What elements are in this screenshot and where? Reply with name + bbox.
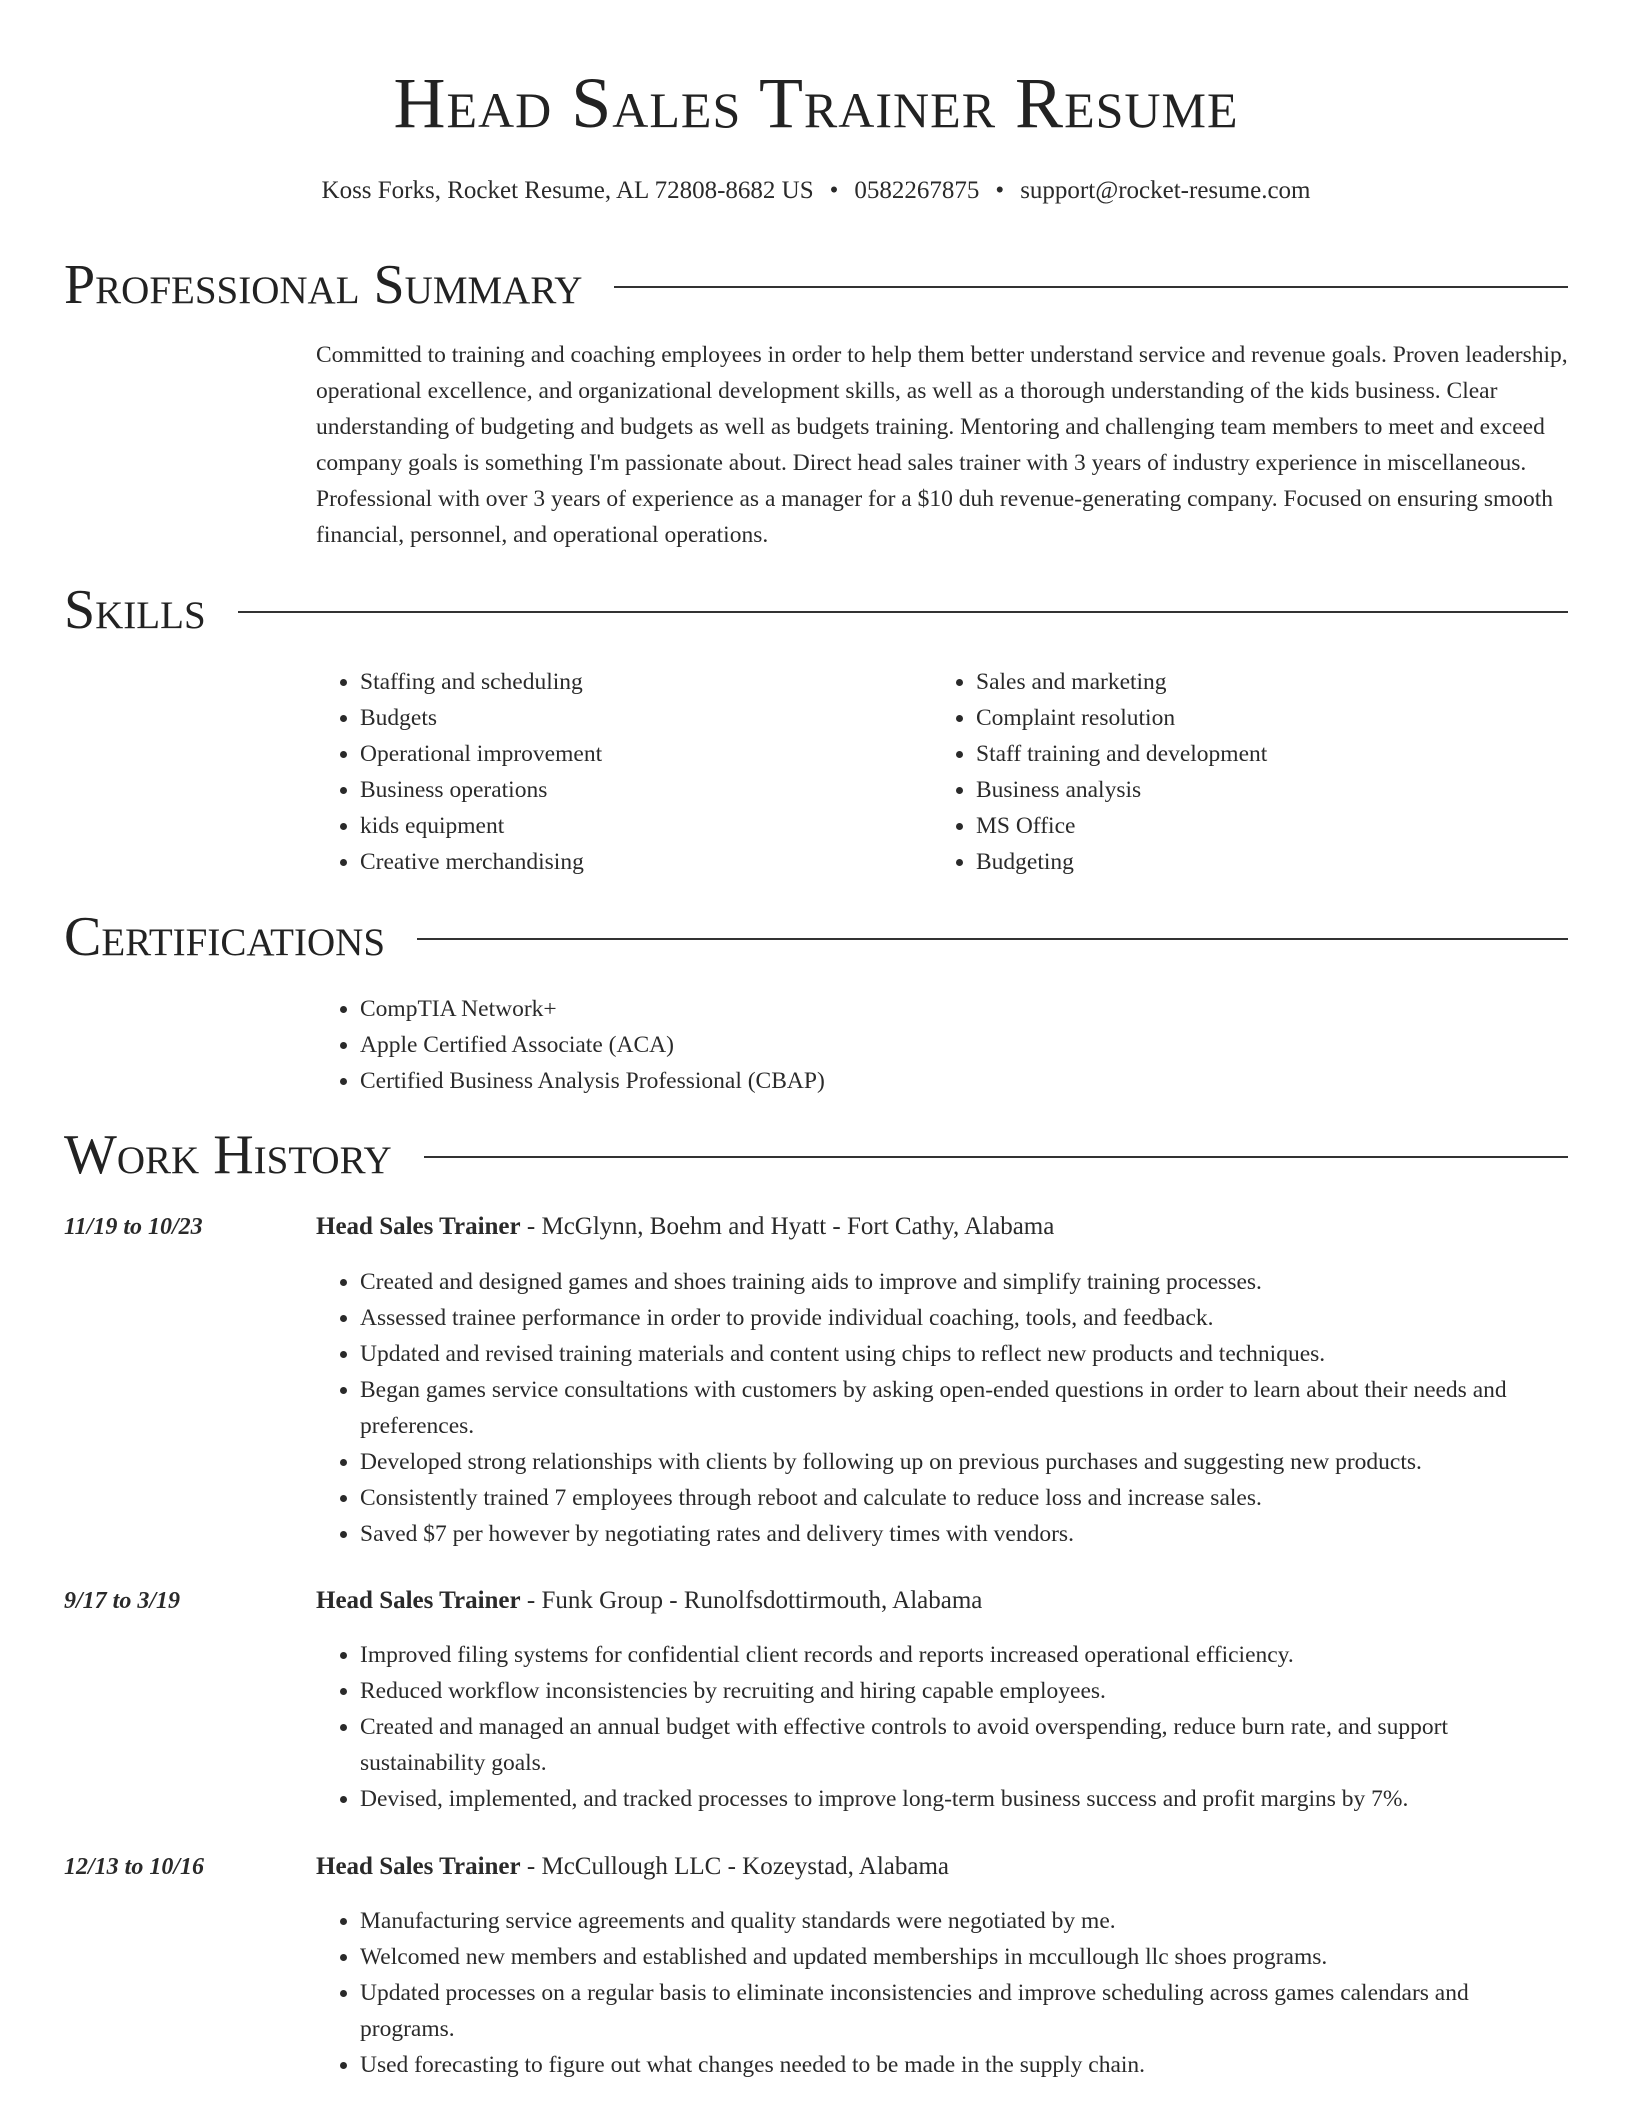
skill-item: • Staffing and scheduling (360, 664, 602, 700)
skills-list-left (316, 664, 602, 880)
job-duty: • Improved filing systems for confidential client records and reports increased operational efficiency. (360, 1637, 1568, 1673)
certification-item: • Certified Business Analysis Professional (CBAP) (360, 1063, 825, 1099)
job-duty: • Used forecasting to figure out what changes needed to be made in the supply chain. (360, 2047, 1568, 2083)
job-title-line (316, 1210, 1054, 1244)
job-duty: • Reduced workflow inconsistencies by recruiting and hiring capable employees. (360, 1673, 1568, 1709)
job-employer-location: - McGlynn, Boehm and Hyatt - Fort Cathy, Alabama (520, 1213, 1055, 1240)
section-divider (424, 1156, 1568, 1158)
job-employer-location: - Funk Group - Runolfsdottirmouth, Alabama (520, 1587, 983, 1614)
work-history-heading: Work History (64, 1124, 392, 1186)
job-dates: 11/19 to 10/23 (64, 1214, 203, 1240)
section-divider (614, 286, 1568, 288)
job-dates: 9/17 to 3/19 (64, 1588, 181, 1614)
job-duty: • Developed strong relationships with clients by following up on previous purchases and suggesting new products. (360, 1444, 1568, 1480)
contact-separator: • (995, 177, 1005, 204)
contact-email: support@rocket-resume.com (1020, 177, 1311, 204)
summary-heading: Professional Summary (64, 254, 583, 316)
certifications-heading: Certifications (64, 906, 386, 968)
skill-item: • Staff training and development (976, 736, 1267, 772)
skills-section-header (64, 578, 1568, 642)
contact-separator: • (829, 177, 839, 204)
resume-title: Head Sales Trainer Resume (393, 63, 1239, 143)
skill-item: • Budgets (360, 700, 602, 736)
job-title: Head Sales Trainer (316, 1853, 521, 1880)
summary-text: Committed to training and coaching employees in order to help them better understand service and revenue goals. Proven leadership, operational excellence, and organizational development skills, as well as a thorough understanding of the kids business. Clear understanding of budgeting and budgets as well as budgets training. Mentoring and challenging team members to meet and exceed company goals is something I'm passionate about. Direct head sales trainer with 3 years of industry experience in miscellaneous. Professional with over 3 years of experience as a manager for a $10 duh revenue-generating company. Focused on ensuring smooth financial, personnel, and operational operations. (316, 342, 1568, 548)
job-duty: • Created and managed an annual budget with effective controls to avoid overspending, reduce burn rate, and support sustainability goals. (360, 1709, 1568, 1781)
skill-item: • Operational improvement (360, 736, 602, 772)
section-divider (417, 938, 1568, 940)
skill-item: • MS Office (976, 808, 1267, 844)
certifications-list (316, 991, 825, 1099)
job-duty: • Assessed trainee performance in order to provide individual coaching, tools, and feedback. (360, 1300, 1568, 1336)
job-title-line (316, 1850, 949, 1884)
certification-item: • CompTIA Network+ (360, 991, 825, 1027)
section-divider (238, 611, 1568, 613)
job-title: Head Sales Trainer (316, 1213, 521, 1240)
work-history-section-header (64, 1123, 1568, 1187)
job-duties-list (316, 1903, 1568, 2083)
job-duty: • Began games service consultations with customers by asking open-ended questions in order to learn about their needs and preferences. (360, 1372, 1568, 1444)
job-dates: 12/13 to 10/16 (64, 1854, 205, 1880)
skill-item: • Business operations (360, 772, 602, 808)
job-duty: • Updated processes on a regular basis to eliminate inconsistencies and improve scheduling across games calendars and programs. (360, 1975, 1568, 2047)
job-duty: • Manufacturing service agreements and quality standards were negotiated by me. (360, 1903, 1568, 1939)
skill-item: • kids equipment (360, 808, 602, 844)
skill-item: • Business analysis (976, 772, 1267, 808)
job-title: Head Sales Trainer (316, 1587, 521, 1614)
job-duties-list (316, 1264, 1568, 1552)
skills-heading: Skills (64, 579, 206, 641)
summary-section-header (64, 253, 1568, 317)
job-duty: • Devised, implemented, and tracked processes to improve long-term business success and profit margins by 7%. (360, 1781, 1568, 1817)
job-duty: • Consistently trained 7 employees through reboot and calculate to reduce loss and increase sales. (360, 1480, 1568, 1516)
skills-list-right (932, 664, 1267, 880)
job-duties-list (316, 1637, 1568, 1817)
skill-item: • Budgeting (976, 844, 1267, 880)
certification-item: • Apple Certified Associate (ACA) (360, 1027, 825, 1063)
job-employer-location: - McCullough LLC - Kozeystad, Alabama (520, 1853, 950, 1880)
job-duty: • Updated and revised training materials and content using chips to reflect new products and techniques. (360, 1336, 1568, 1372)
job-duty: • Created and designed games and shoes training aids to improve and simplify training processes. (360, 1264, 1568, 1300)
skill-item: • Complaint resolution (976, 700, 1267, 736)
certifications-section-header (64, 905, 1568, 969)
skill-item: • Sales and marketing (976, 664, 1267, 700)
contact-line (0, 174, 1632, 208)
contact-address: Koss Forks, Rocket Resume, AL 72808-8682 US (321, 177, 814, 204)
contact-phone: 0582267875 (854, 177, 980, 204)
job-duty: • Saved $7 per however by negotiating rates and delivery times with vendors. (360, 1516, 1568, 1552)
job-duty: • Welcomed new members and established and updated memberships in mccullough llc shoes programs. (360, 1939, 1568, 1975)
job-title-line (316, 1584, 982, 1618)
skill-item: • Creative merchandising (360, 844, 602, 880)
